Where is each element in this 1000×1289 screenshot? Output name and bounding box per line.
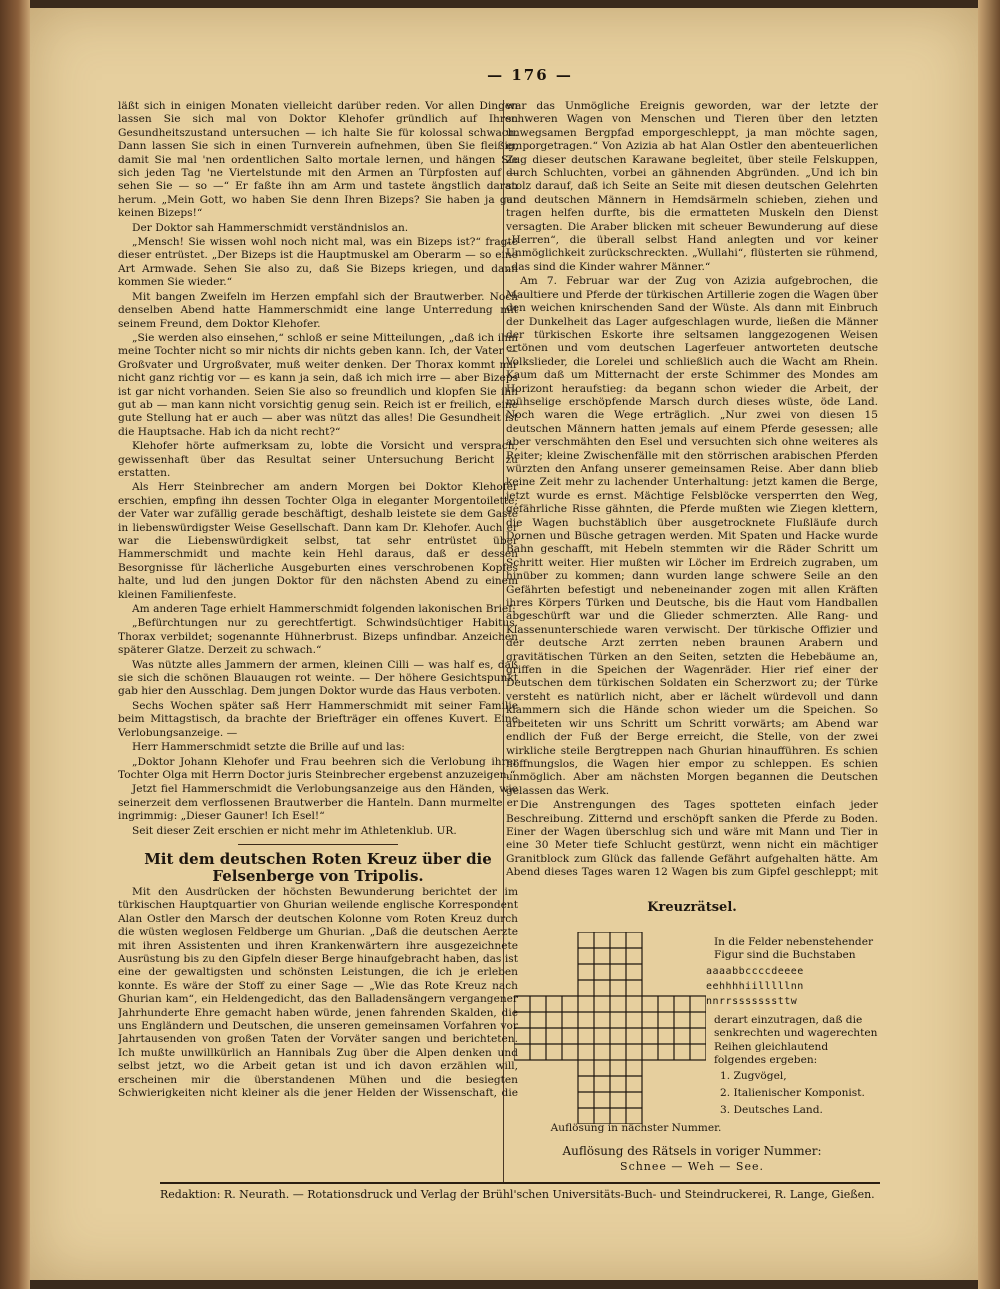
- letter-quote: „Befürchtungen nur zu gerechtfertigt. Schwindsüchtiger Habitus. Thorax verbildet; sogenannte Hühnerbrust. Bizeps unfindbar. Anzeichen späterer Glatze. Derzeit zu schwach.“: [118, 617, 518, 657]
- paragraph: Klehofer hörte aufmerksam zu, lobte die Vorsicht und versprach, gewissenhaft über das Resultat seiner Untersuchung Bericht zu erstatten.: [118, 440, 518, 479]
- crossword-grid: [514, 932, 706, 1124]
- paragraph: war das Unmögliche Ereignis geworden, war der letzte der schweren Wagen von Menschen und Tieren über den letzten unwegsamen Bergpfad emporgeschleppt, ja man möchte sagen, emporgetragen.“ Von Azizia ab hat Alan Ostler den abenteuerlichen Zug dieser deutschen Karawane begleitet, über steile Felskuppen, durch Schluchten, vorbei an gähnenden Abgründen. „Und ich bin stolz darauf, daß ich Seite an Seite mit diesen deutschen Gelehrten und deutschen Männern in Hemdsärmeln schieben, ziehen und tragen helfen durfte, bis die ermatteten Muskeln den Dienst versagten. Die Araber blicken mit scheuer Bewunderung auf diese „Herren“, die überall selbst Hand anlegten und vor keiner Unmöglichkeit zurückschreckten. „Wullahi“, flüsterten sie rühmend, „das sind die Kinder wahrer Männer.“: [506, 100, 878, 273]
- left-column: [118, 100, 518, 1100]
- puzzle-intro: In die Felder nebenstehender Figur sind die Buchstaben: [714, 936, 874, 962]
- clue-item: 2. Italienischer Komponist.: [720, 1087, 865, 1099]
- book-binding: [0, 0, 30, 1289]
- section-rule: [238, 844, 398, 845]
- page-number: — 176 —: [487, 66, 573, 84]
- solution-note: Auflösung in nächster Nummer.: [550, 1122, 722, 1134]
- paragraph: Was nützte alles Jammern der armen, kleinen Cilli — was half es, daß sie sich die schönen Blauaugen rot weinte. — Der höhere Gesichtspunkt gab hier den Ausschlag. Dem jungen Doktor wurde das Haus verboten.: [118, 658, 518, 698]
- puzzle-instructions: derart einzutragen, daß die senkrechten und wagerechten Reihen gleichlautend folgendes ergeben:: [714, 1014, 878, 1067]
- paragraph: Die Anstrengungen des Tages spotteten einfach jeder Beschreibung. Zitternd und erschöpft sanken die Pferde zu Boden. Einer der Wagen überschlug sich und wäre mit Mann und Tier in eine 30 Meter tiefe Schlucht gestürzt, wenn nicht ein mächtiger Granitblock zum Glück das fallende Gefährt aufgehalten hätte. Am Abend dieses Tages waren 12 Wagen bis zum Gipfel geschleppt; mit: [506, 799, 878, 879]
- puzzle-clues: [720, 1068, 865, 1119]
- footer-rule: [160, 1182, 880, 1184]
- letters-row: aaaabbccccdeeee: [706, 966, 804, 977]
- previous-solution-title: Auflösung des Rätsels in voriger Nummer:: [562, 1144, 822, 1158]
- paragraph: Als Herr Steinbrecher am andern Morgen bei Doktor Klehofer erschien, empfing ihn dessen Tochter Olga in eleganter Morgentoilette; der Vater war zufällig gerade beschäftigt, deshalb leistete sie dem Gaste in liebenswürdigster Weise Gesellschaft. Dann kam Dr. Klehofer. Auch er war die Liebenswürdigkeit selbst, tat sehr entrüstet über Hammerschmidt und machte kein Hehl daraus, daß er dessen Besorgnisse für lächerliche Ausgeburten eines verschrobenen Kopfes halte, und lud den jungen Doktor für den nächsten Abend zu einem kleinen Familienfeste.: [118, 481, 518, 601]
- paragraph: Sechs Wochen später saß Herr Hammerschmidt mit seiner Familie beim Mittagstisch, da brachte der Briefträger ein offenes Kuvert. Eine Verlobungsanzeige. —: [118, 699, 518, 739]
- paragraph-end: Seit dieser Zeit erschien er nicht mehr im Athletenklub. UR.: [132, 824, 457, 837]
- paragraph: „Sie werden also einsehen,“ schloß er seine Mitteilungen, „daß ich ihm meine Tochter nicht so mir nichts dir nichts geben kann. Ich, der Vater — Großvater und Urgroßvater, muß weiter denken. Der Thorax kommt mir nicht ganz richtig vor — es kann ja sein, daß ich mich irre — aber Bizeps ist gar nicht vorhanden. Seien Sie also so freundlich und klopfen Sie ihn gut ab — man kann nicht vorsichtig genug sein. Reich ist er freilich, eine gute Stellung hat er auch — aber was nützt das alles! Die Gesundheit ist die Hauptsache. Hab ich da nicht recht?“: [118, 331, 518, 438]
- paragraph: „Mensch! Sie wissen wohl noch nicht mal, was ein Bizeps ist?“ fragte dieser entrüstet. „Der Bizeps ist die Hauptmuskel am Oberarm — so eine Art Armwade. Sehen Sie also zu, daß Sie Bizeps kriegen, und dann kommen Sie wieder.“: [118, 236, 518, 289]
- paragraph: Mit bangen Zweifeln im Herzen empfahl sich der Brautwerber. Noch denselben Abend hatte Hammerschmidt eine lange Unterredung mit seinem Freund, dem Doktor Klehofer.: [118, 290, 518, 330]
- imprint-footer: Redaktion: R. Neurath. — Rotationsdruck und Verlag der Brühl'schen Universitäts-Buch- und Steindruckerei, R. Lange, Gießen.: [160, 1188, 875, 1201]
- puzzle-letters: [706, 964, 878, 1009]
- paragraph: läßt sich in einigen Monaten vielleicht darüber reden. Vor allen Dingen lassen Sie sich mal von Doktor Klehofer gründlich auf Ihren Gesundheitszustand untersuchen — ich halte Sie für kolossal schwach. Dann lassen Sie sich in einen Turnverein aufnehmen, üben Sie fleißig, damit Sie mal 'nen ordentlichen Salto mortale lernen, und hängen Sie sich jeden Tag 'ne Viertelstunde mit den Armen an Türpfosten auf — sehen Sie — so —“ Er faßte ihn am Arm und tastete ängstlich daran herum. „Mein Gott, wo haben Sie denn Ihren Bizeps? Sie haben ja gar keinen Bizeps!“: [118, 100, 518, 220]
- announcement-quote: „Doktor Johann Klehofer und Frau beehren sich die Verlobung ihrer Tochter Olga mit Herrn Doctor juris Steinbrecher ergebenst anzuzeigen.“: [118, 755, 518, 781]
- paragraph: Mit den Ausdrücken der höchsten Bewunderung berichtet der im türkischen Hauptquartier von Ghurian weilende englische Korrespondent Alan Ostler den Marsch der deutschen Kolonne vom Roten Kreuz durch die wüsten weglosen Feldberge um Ghurian. „Daß die deutschen Aerzte mit ihren Assistenten und ihren Krankenwärtern ihre ausgezeichnete Ausrüstung bis zu den Gipfeln dieser Berge hinaufgebracht haben, das ist eine der gewaltigsten und schönsten Leistungen, die ich je erleben konnte. Es wäre der Stoff zu einer Sage — „Wie das Rote Kreuz nach Ghurian kam“, ein Heldengedicht, das den Balladensängern vergangener Jahrhunderte Ehre gemacht haben würde, jenen fahrenden Skalden, die uns Engländern und Deutschen, die unseren gemeinsamen Vorfahren vor Jahrtausenden von großen Taten der Vorväter sangen und berichteten. Ich mußte unwillkürlich an Hannibals Zug über die Alpen denken und selbst jetzt, wo die Arbeit getan ist und ich davon erzählen will, erscheinen mir die überstandenen Mühen und die besiegten Schwierigkeiten nicht kleiner als die jener Helden der Wissenschaft, die: [118, 885, 518, 1100]
- puzzle-title: Kreuzrätsel.: [647, 900, 737, 915]
- previous-solution-answer: Schnee — Weh — See.: [620, 1160, 764, 1173]
- paragraph: Am 7. Februar war der Zug von Azizia aufgebrochen, die Maultiere und Pferde der türkischen Artillerie zogen die Wagen über den weichen knirschenden Sand der Wüste. Als dann mit Einbruch der Dunkelheit das Lager aufgeschlagen wurde, ließen die Männer der türkischen Eskorte ihre seltsamen langgezogenen Weisen ertönen und vom deutschen Lagerfeuer antworteten deutsche Volkslieder, die Lorelei und schließlich auch die Wacht am Rhein. Kaum daß um Mitternacht der erste Schimmer des Mondes am Horizont heraufstieg: da begann schon wieder die Arbeit, der mühselige erschöpfende Marsch durch dieses wüste, öde Land. Noch waren die Wege erträglich. „Nur zwei von diesen 15 deutschen Männern hatten jemals auf einem Pferde gesessen; alle aber verschmähten den Esel und versuchten sich ohne weiteres als Reiter; kleine Zwischenfälle mit den störrischen arabischen Pferden würzten den Anfang unserer gemeinsamen Reise. Aber dann blieb keine Zeit mehr zu lachender Unterhaltung: jetzt kamen die Berge, jetzt wurde es ernst. Mächtige Felsblöcke versperrten den Weg, gefährliche Risse gähnten, die Pferde mußten wie Ziegen klettern, die Wagen buchstäblich über ausgetrocknete Flußläufe durch Dornen und Büsche getragen werden. Mit Spaten und Hacke wurde Bahn geschafft, mit Hebeln stemmten wir die Räder Schritt um Schritt weiter. Hier mußten wir Löcher im Erdreich zugraben, um hinüber zu kommen; dann wurden lange schwere Seile an den Gefährten befestigt und nebeneinander zogen mit allen Kräften ihres Körpers Türken und Deutsche, bis die Haut vom Handballen abgeschürft war und die Glieder schmerzten. Alle Rang- und Klassenunterschiede waren verwischt. Der türkische Offizier und der deutsche Arzt zerrten neben braunen Arabern und gravitätischen Türken an den Seiten, setzten die Hebebäume an, griffen in die Speichen der Wagenräder. Hier rief einer der Deutschen dem türkischen Soldaten ein Scherzwort zu; der Türke versteht es natürlich nicht, aber er lächelt würdevoll und dann klammern sich die Hände schon wieder um die Speichen. So arbeiteten wir uns Schritt um Schritt vorwärts; am Abend war endlich der Fuß der Berge erreicht, die Stelle, von der zwei wirkliche steile Bergtreppen nach Ghurian hinaufführen. Es schien hoffnungslos, die Wagen hier empor zu schleppen. Es schien unmöglich. Aber am nächsten Morgen begannen die Deutschen gelassen das Werk.: [506, 275, 878, 797]
- letters-row: eehhhhiilllllnn: [706, 981, 804, 992]
- right-column: [506, 100, 878, 880]
- clue-item: 1. Zugvögel,: [720, 1070, 787, 1082]
- clue-item: 3. Deutsches Land.: [720, 1104, 823, 1116]
- paragraph: Herr Hammerschmidt setzte die Brille auf und las:: [132, 741, 405, 754]
- crossword-puzzle: [506, 900, 878, 1182]
- grid-lines: [514, 932, 706, 1124]
- page-edge: [978, 0, 1000, 1289]
- letters-row: nnrrsssssssttw: [706, 996, 798, 1007]
- paragraph: Am anderen Tage erhielt Hammerschmidt folgenden lakonischen Brief:: [132, 603, 516, 616]
- paragraph: Jetzt fiel Hammerschmidt die Verlobungsanzeige aus den Händen, wie seinerzeit dem verflossenen Brautwerber die Hanteln. Dann murmelte er ingrimmig: „Dieser Gauner! Ich Esel!“: [118, 783, 518, 823]
- paragraph: Der Doktor sah Hammerschmidt verständnislos an.: [132, 221, 409, 234]
- article-heading: Mit dem deutschen Roten Kreuz über die Felsenberge von Tripolis.: [144, 849, 492, 885]
